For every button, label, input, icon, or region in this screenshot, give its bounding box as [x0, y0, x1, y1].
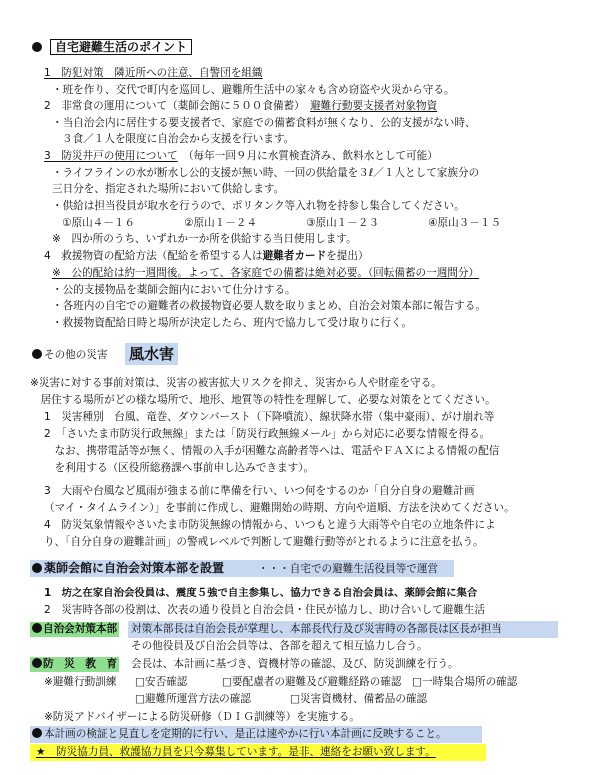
section3-l2: 2 災害時各部の役割は、次表の通り役員と自治会員・住民が協力し、助け合いして避難生活 — [44, 604, 486, 616]
section3-title-note: ・・・自宅での避難生活役員等で運営 — [258, 563, 439, 575]
bullet-icon — [32, 623, 42, 633]
training-item-2: □要配慮者の避難及び避難経路の確認 — [222, 676, 402, 688]
education-text1: 会長は、本計画に基づき、資機材等の確認、及び、防災訓練を行う。 — [131, 658, 459, 670]
item1-label: 1 防犯対策 隣近所への注意、自警団を組織 — [44, 67, 263, 79]
section2-l6: （マイ・タイムライン）」を事前に作成し、避難開始の時期、方向や道順、方法を決めてください。 — [44, 502, 515, 514]
bullet-icon — [32, 42, 42, 52]
section2-p1: ※災害に対する事前対策は、災害の被害拡大リスクを抑え、災害から人や財産を守る。 — [30, 377, 442, 389]
training-item-1: □安否確認 — [135, 676, 188, 688]
section1-header — [32, 40, 192, 56]
support-target-label: 避難行動要支援者対象物資 — [310, 100, 438, 112]
section3-header — [32, 561, 224, 577]
section3-title: 薬師会館に自治会対策本部を設置 — [44, 561, 225, 575]
item4-line2: ・各班内の自宅での避難者の救援物資必要人数を取りまとめ、自治会対策本部に報告する。 — [52, 300, 486, 312]
section2-title: 風水害 — [125, 343, 178, 365]
section2-l3: なお、携帯電話等が無く、情報の入手が困難な高齢者等へは、電話やＦＡＸによる情報の配信 — [44, 445, 500, 457]
section2-prefix: その他の災害 — [44, 349, 108, 361]
education-label: 防 災 教 育 — [30, 657, 119, 672]
training-item-3: □一時集合場所の確認 — [412, 676, 518, 688]
bullet-icon — [32, 658, 42, 668]
training-item-5: □災害資機材、備蓄品の確認 — [290, 693, 428, 705]
well-1: ①原山４－１６ — [62, 217, 136, 229]
adviser-line: ※防災アドバイザーによる防災研修（ＤＩＧ訓練等）を実施する。 — [44, 711, 360, 723]
section2-p2: 居住する場所がどの様な場所で、地形、地質等の特性を理解して、必要な対策をとてください。 — [30, 394, 496, 406]
well-3: ③原山１－２３ — [306, 217, 380, 229]
section2-l5: 3 大雨や台風など風雨が強まる前に準備を行い、いつ何をするのか「自分自身の避難計画 — [44, 485, 475, 497]
item1-line1: ・班を作り、交代で町内を巡回し、避難所生活中の家々も含め窃盗や火災から守る。 — [52, 84, 455, 96]
section2-l7: 4 防災気象情報やさいたま市防災無線の情報から、いつもと違う大雨等や自宅の立地条件によ — [44, 519, 496, 531]
section2-header — [32, 348, 108, 363]
item2-label: 2 非常食の運用について（薬師会館に５００食備蓄） 避難行動要支援者対象物資 — [44, 100, 438, 112]
section1-title: 自宅避難生活のポイント — [50, 39, 192, 55]
section2-l4: を利用する（区役所総務課へ事前申し込みできます）。 — [44, 462, 315, 474]
review-line: 本計画の検証と見直しを定期的に行い、是正は速やかに行い本計画に反映すること。 — [32, 727, 447, 742]
section2-l2: 2 「さいたま市防災行政無線」または「防災行政無線メール」から対応に必要な情報を得る。 — [44, 428, 491, 440]
recruit-line: ★ 防災協力員、救護協力員を只今募集しています。是非、連絡をお願い致します。 — [36, 746, 436, 758]
item3-line3: ・供給は担当役員が取水を行うので、ポリタンク等入れ物を持参し集合してください。 — [52, 200, 465, 212]
section2-l1: 1 災害種別 台風、竜巻、ダウンバースト（下降噴流）、線状降水帯（集中豪雨）、がけ崩れ等 — [44, 411, 495, 423]
section3-l1: 1 坊之在家自治会役員は、震度５強で自主参集し、協力できる自治会員は、薬師会館に集合 — [44, 587, 478, 599]
section2-l8: り、「自分自身の避難計画」の警戒レベルで判断して避難行動等がとれるように注意を払う。 — [44, 536, 484, 548]
hq-text2: その他役員及び自治会員等は、各部を超えて相互協力し合う。 — [131, 640, 428, 652]
item3-label: 3 防災井戸の使用について （毎年一回９月に水質検査済み、飲料水として可能） — [44, 150, 438, 162]
item3-note: ※ 四か所のうち、いずれか一か所を供給する当日使用します。 — [52, 233, 357, 245]
item3-line2: 三日分を、指定された場所において供給します。 — [52, 183, 285, 195]
hq-label: 自治会対策本部 — [30, 622, 119, 637]
bullet-icon — [32, 728, 42, 738]
item2-line2: ３食／１人を限度に自治会から支援を行います。 — [62, 133, 295, 145]
item4-note: ※ 公的配給は約一週間後。よって、各家庭での備蓄は絶対必要。（回転備蓄の一週間分） — [52, 267, 480, 279]
training-prefix: ※避難行動訓練 — [44, 676, 117, 688]
training-item-4: □避難所運営方法の確認 — [135, 693, 251, 705]
hq-text1: 対策本部長は自治会長が掌理し、本部長代行及び災害時の各部長は区長が担当 — [131, 623, 502, 635]
item4-label: 4 救援物資の配給方法（配給を希望する人は避難者カードを提出） — [44, 250, 369, 262]
item4-line1: ・公的支援物品を薬師会館内において仕分けする。 — [52, 284, 296, 296]
well-locations — [62, 216, 502, 231]
well-4: ④原山３－１５ — [428, 217, 502, 229]
bullet-icon — [32, 563, 42, 573]
item2-line1: ・当自治会内に居住する要支援者で、家庭での備蓄食料が無くなり、公的支援がない時、 — [52, 117, 476, 129]
well-2: ②原山１－２４ — [184, 217, 258, 229]
item4-line3: ・救援物資配給日時と場所が決定したら、班内で協力して受け取りに行く。 — [52, 317, 412, 329]
item3-line1: ・ライフラインの水が断水し公的支援が無い時、一回の供給量を３ℓ／１人として家族分の — [52, 167, 480, 179]
bullet-icon — [32, 349, 42, 359]
